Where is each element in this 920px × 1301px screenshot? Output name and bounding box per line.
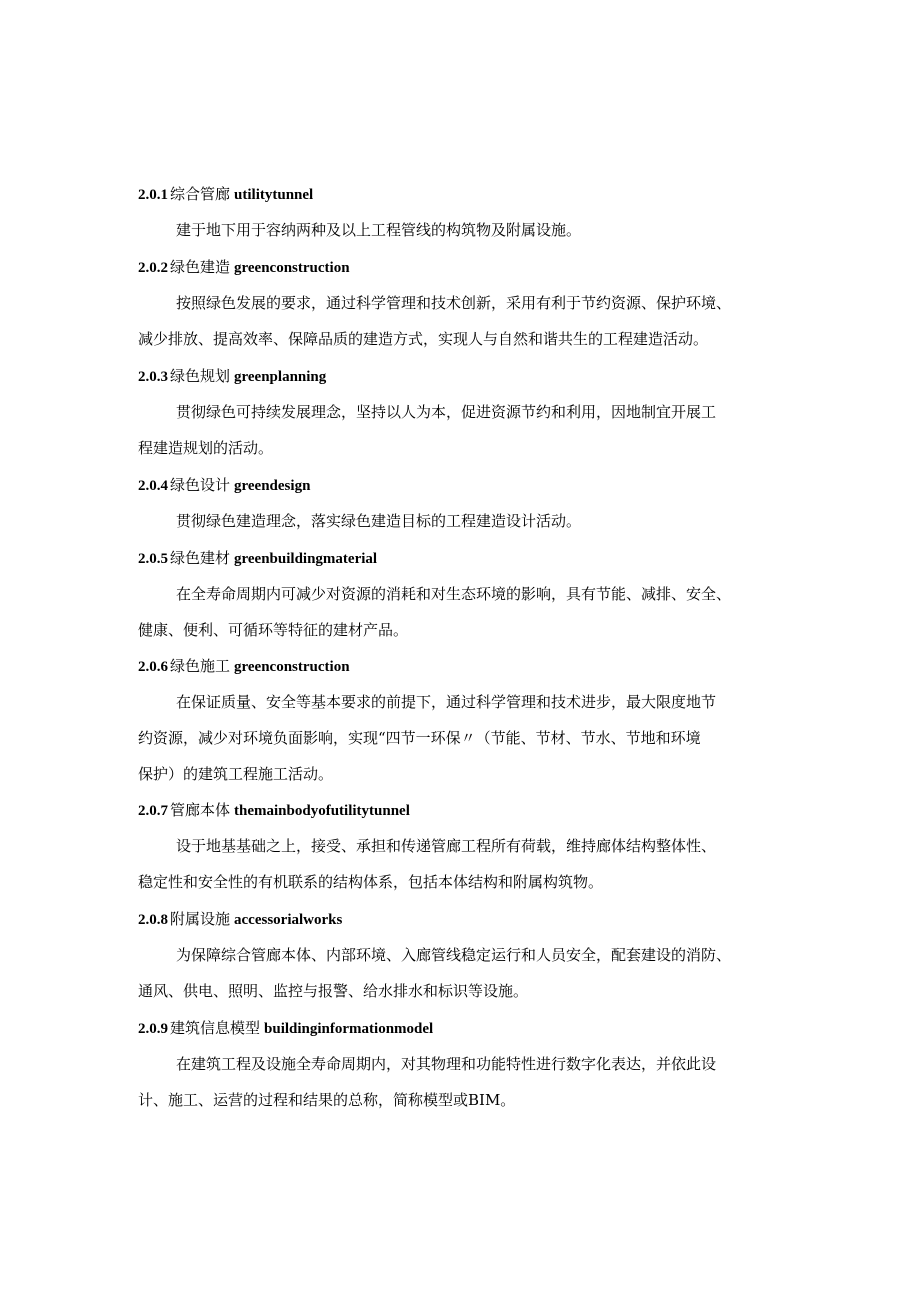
term-entry-2-0-3 xyxy=(138,358,798,466)
term-heading xyxy=(138,901,798,937)
term-english: greenbuildingmaterial xyxy=(234,551,378,567)
term-entry-2-0-9 xyxy=(138,1010,798,1118)
term-entry-2-0-2 xyxy=(138,249,798,357)
term-entry-2-0-6 xyxy=(138,648,798,792)
term-english: buildinginformationmodel xyxy=(264,1021,434,1037)
term-english: greenplanning xyxy=(234,369,327,385)
term-number: 2.0.7 xyxy=(138,803,168,819)
definition-line: 减少排放、提高效率、保障品质的建造方式，实现人与自然和谐共生的工程建造活动。 xyxy=(138,330,709,348)
term-heading xyxy=(138,792,798,828)
definition-line: 计、施工、运营的过程和结果的总称，简称模型或BIM。 xyxy=(138,1091,516,1109)
term-number: 2.0.2 xyxy=(138,260,168,276)
definition-line: 设于地基基础之上，接受、承担和传递管廊工程所有荷载，维持廊体结构整体性、 xyxy=(176,837,717,855)
term-english: utilitytunnel xyxy=(234,187,314,203)
definition-line: 稳定性和安全性的有机联系的结构体系，包括本体结构和附属构筑物。 xyxy=(138,873,604,891)
term-heading xyxy=(138,540,798,576)
term-heading xyxy=(138,648,798,684)
term-english: themainbodyofutilitytunnel xyxy=(234,803,410,819)
term-number: 2.0.1 xyxy=(138,187,168,203)
term-english: greenconstruction xyxy=(234,260,350,276)
term-entry-2-0-1 xyxy=(138,176,798,248)
definition-line: 健康、便利、可循环等特征的建材产品。 xyxy=(138,621,409,639)
definition-line: 在全寿命周期内可减少对资源的消耗和对生态环境的影响，具有节能、减排、安全、 xyxy=(176,585,732,603)
term-chinese: 绿色施工 xyxy=(170,657,231,675)
term-heading xyxy=(138,176,798,212)
term-chinese: 绿色设计 xyxy=(170,476,231,494)
definition-line: 在建筑工程及设施全寿命周期内，对其物理和功能特性进行数字化表达，并依此设 xyxy=(176,1055,717,1073)
term-english: greendesign xyxy=(234,478,311,494)
definition-line: 在保证质量、安全等基本要求的前提下，通过科学管理和技术进步，最大限度地节 xyxy=(176,693,717,711)
term-number: 2.0.3 xyxy=(138,369,168,385)
term-chinese: 管廊本体 xyxy=(170,801,231,819)
term-english: accessorialworks xyxy=(234,912,343,928)
definition-line: 保护）的建筑工程施工活动。 xyxy=(138,765,334,783)
term-heading xyxy=(138,358,798,394)
term-chinese: 绿色建材 xyxy=(170,549,231,567)
definition-line: 贯彻绿色可持续发展理念，坚持以人为本，促进资源节约和利用，因地制宜开展工 xyxy=(176,403,717,421)
definition-line: 通风、供电、照明、监控与报警、给水排水和标识等设施。 xyxy=(138,982,529,1000)
definition-line: 按照绿色发展的要求，通过科学管理和技术创新，采用有利于节约资源、保护环境、 xyxy=(176,294,732,312)
term-heading xyxy=(138,249,798,285)
term-number: 2.0.6 xyxy=(138,659,168,675)
term-number: 2.0.4 xyxy=(138,478,168,494)
term-chinese: 建筑信息模型 xyxy=(170,1019,261,1037)
definition-line: 建于地下用于容纳两种及以上工程管线的构筑物及附属设施。 xyxy=(176,221,582,239)
term-number: 2.0.9 xyxy=(138,1021,168,1037)
term-entry-2-0-5 xyxy=(138,540,798,648)
term-chinese: 绿色规划 xyxy=(170,367,231,385)
term-number: 2.0.8 xyxy=(138,912,168,928)
term-number: 2.0.5 xyxy=(138,551,168,567)
term-heading xyxy=(138,467,798,503)
term-chinese: 绿色建造 xyxy=(170,258,231,276)
term-entry-2-0-7 xyxy=(138,792,798,900)
definition-line: 为保障综合管廊本体、内部环境、入廊管线稳定运行和人员安全，配套建设的消防、 xyxy=(176,946,732,964)
term-english: greenconstruction xyxy=(234,659,350,675)
term-entry-2-0-4 xyxy=(138,467,798,539)
definition-line: 约资源，减少对环境负面影响，实现“四节一环保〃（节能、节材、节水、节地和环境 xyxy=(138,729,701,747)
definition-line: 贯彻绿色建造理念，落实绿色建造目标的工程建造设计活动。 xyxy=(176,512,582,530)
definition-line: 程建造规划的活动。 xyxy=(138,439,274,457)
term-entry-2-0-8 xyxy=(138,901,798,1009)
term-chinese: 综合管廊 xyxy=(170,185,231,203)
term-chinese: 附属设施 xyxy=(170,910,231,928)
term-heading xyxy=(138,1010,798,1046)
